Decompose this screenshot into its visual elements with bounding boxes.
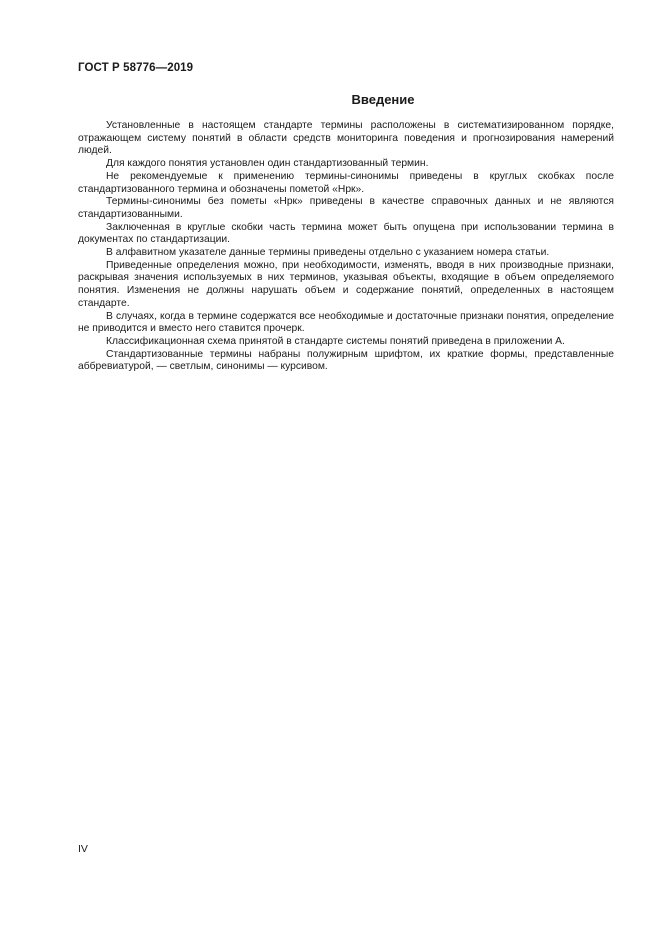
paragraph: Классификационная схема принятой в стандарте системы понятий приведена в приложении А. bbox=[106, 335, 565, 347]
paragraph: Стандартизованные термины набраны полужирным шрифтом, их краткие формы, представленные аббревиатурой, — светлым, синонимы — курсивом. bbox=[78, 348, 614, 373]
paragraph: В случаях, когда в термине содержатся все необходимые и достаточные признаки понятия, определение не приводится и вместо него ставится прочерк. bbox=[78, 310, 614, 335]
page-number: IV bbox=[78, 843, 88, 855]
paragraph: Заключенная в круглые скобки часть термина может быть опущена при использовании термина в документах по стандартизации. bbox=[78, 221, 614, 246]
paragraph: Приведенные определения можно, при необходимости, изменять, вводя в них производные признаки, раскрывая значения используемых в них терминов, указывая объекты, входящие в объем определяемого понятия. Изменения не должны нарушать объем и содержание понятий, определенных в настоящем стандарте. bbox=[78, 259, 614, 309]
standard-code-header: ГОСТ Р 58776—2019 bbox=[78, 62, 194, 74]
paragraph: Не рекомендуемые к применению термины-синонимы приведены в круглых скобках после стандартизованного термина и обозначены пометой «Нрк». bbox=[78, 170, 614, 195]
section-title: Введение bbox=[351, 92, 415, 107]
paragraph: Для каждого понятия установлен один стандартизованный термин. bbox=[106, 158, 429, 170]
paragraph: В алфавитном указателе данные термины приведены отдельно с указанием номера статьи. bbox=[106, 247, 550, 259]
paragraph: Термины-синонимы без пометы «Нрк» приведены в качестве справочных данных и не являются стандартизованными. bbox=[78, 196, 614, 220]
body-text bbox=[78, 120, 614, 374]
paragraph: Установленные в настоящем стандарте термины расположены в систематизированном порядке, отражающем систему понятий в области средств мониторинга поведения и прогнозирования намерений людей. bbox=[78, 120, 614, 157]
